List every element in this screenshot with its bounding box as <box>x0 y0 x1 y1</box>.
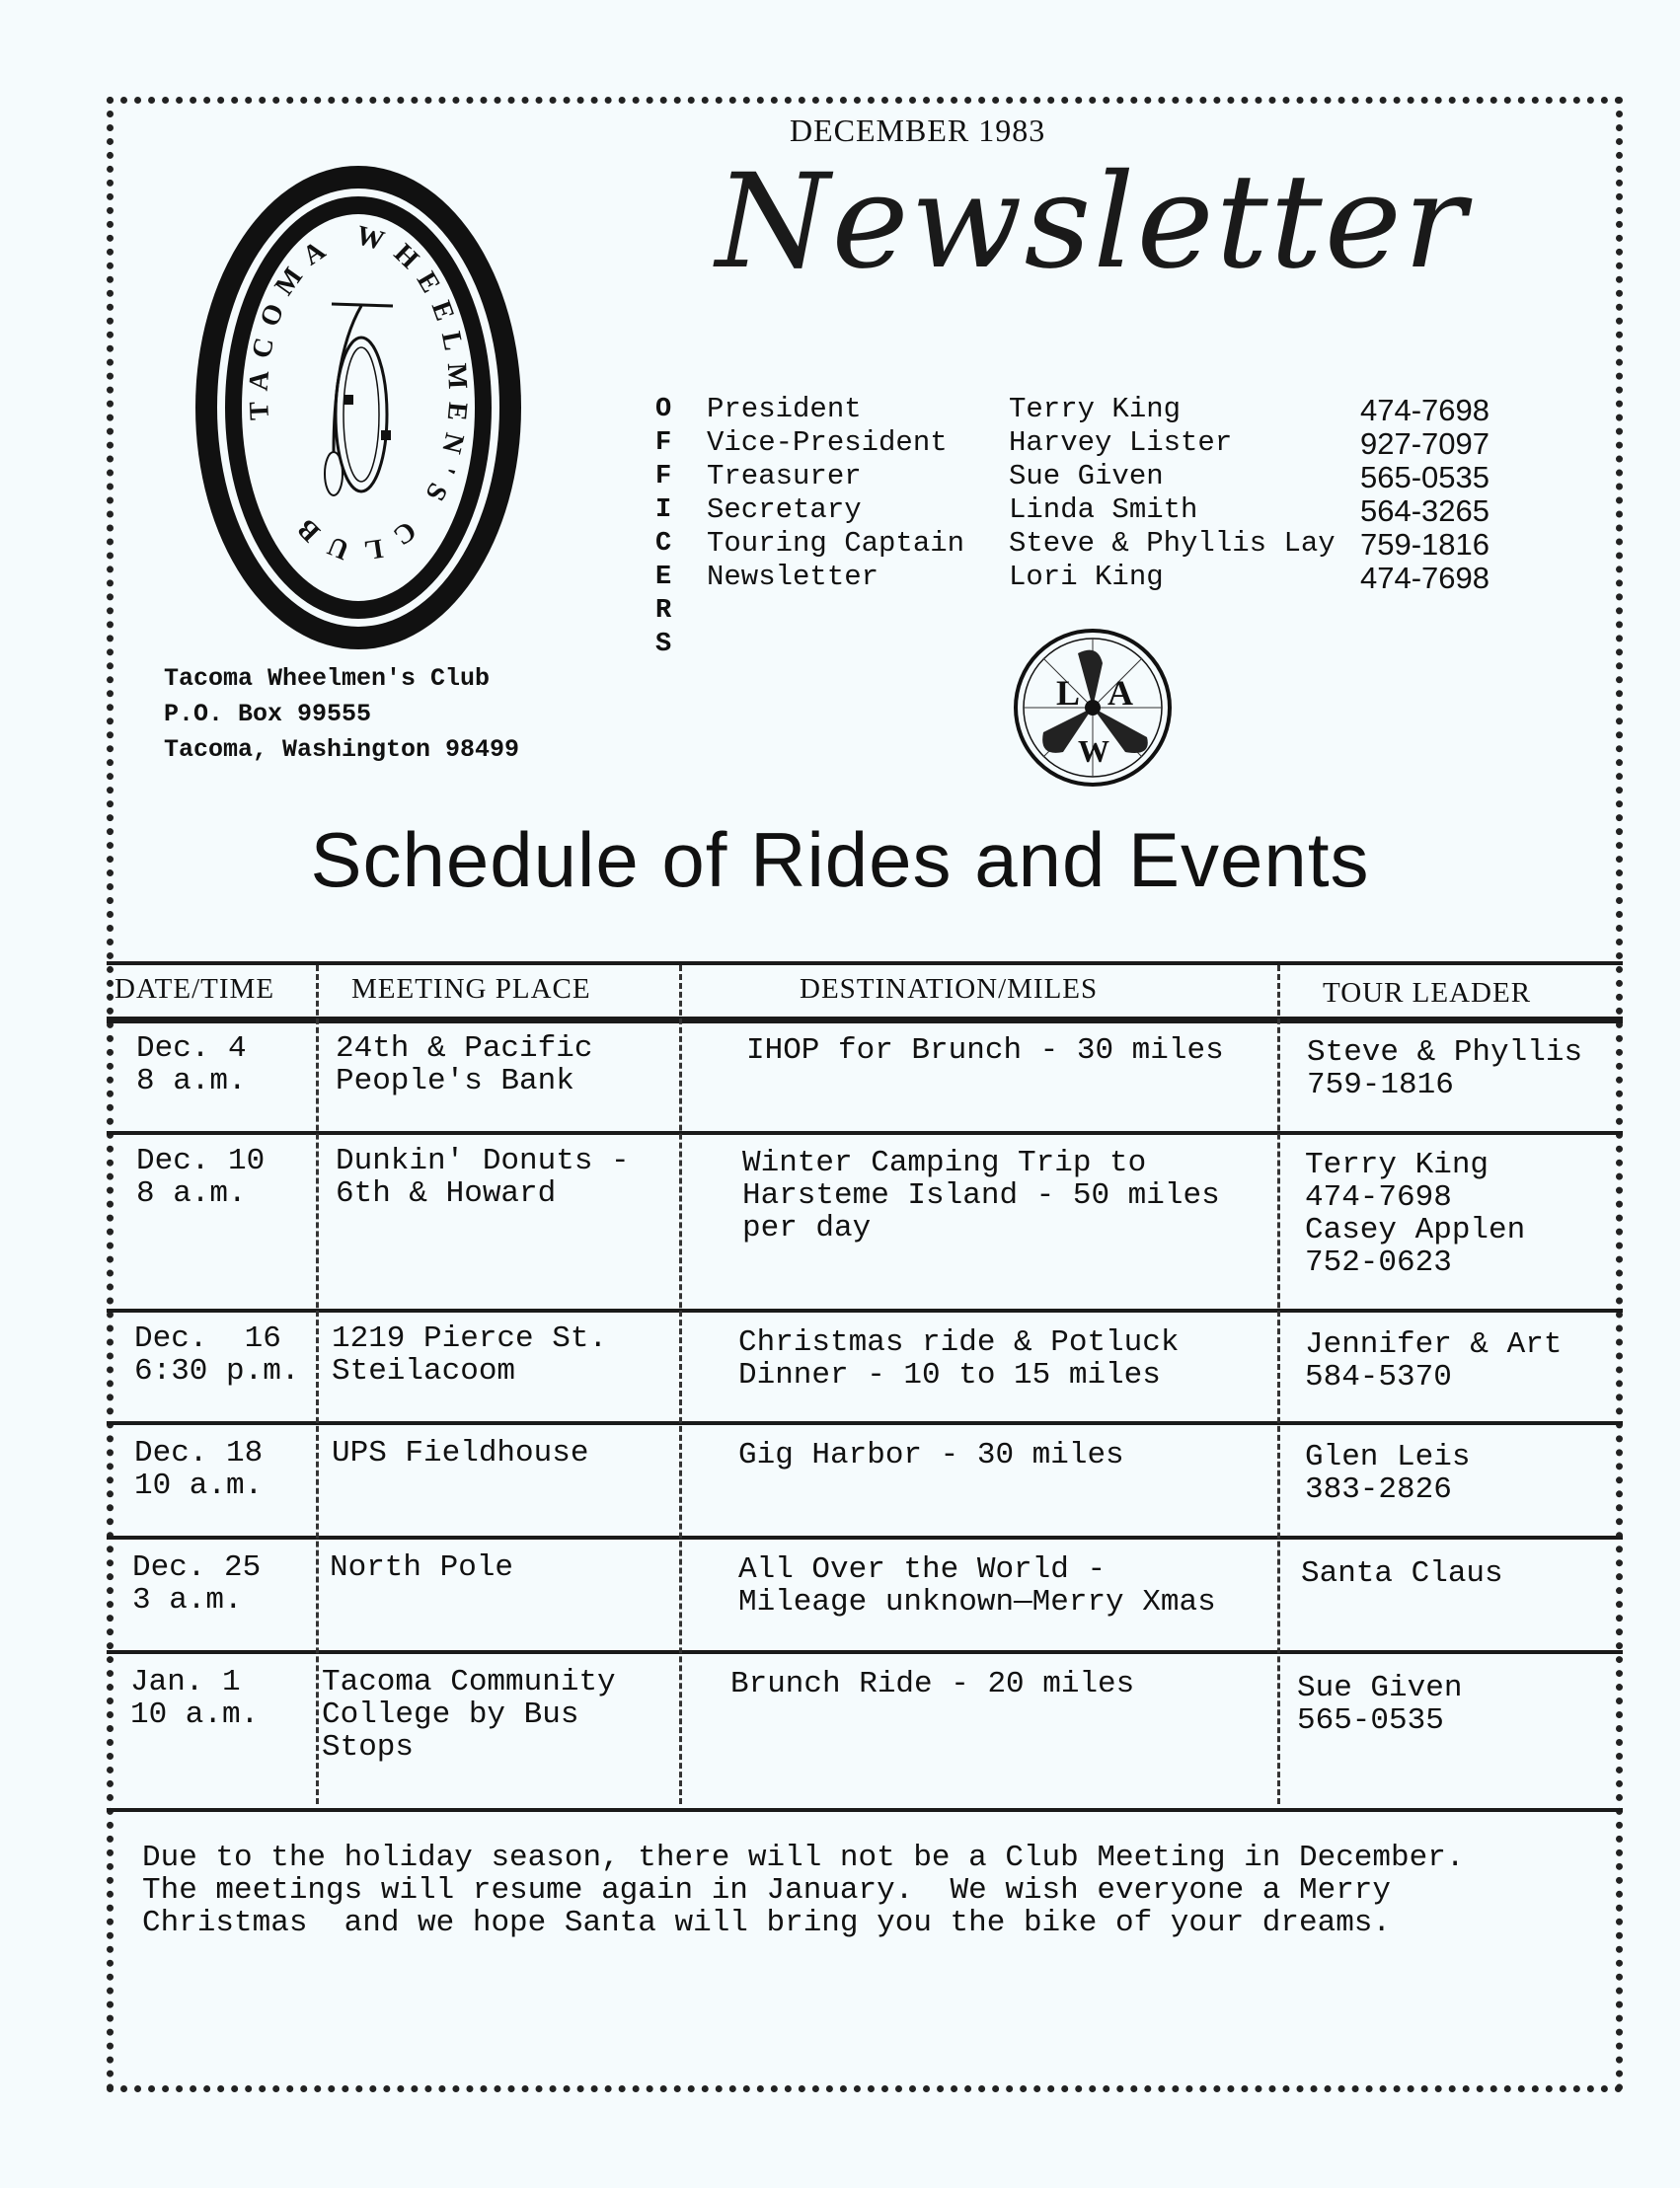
address-line-3: Tacoma, Washington 98499 <box>164 735 520 764</box>
table-rule <box>107 1808 1623 1812</box>
row-place: North Pole <box>330 1550 514 1585</box>
officer-role: Vice-President <box>707 426 948 459</box>
officer-row-treasurer <box>0 460 1680 493</box>
officer-phone: 564-3265 <box>1360 493 1490 528</box>
table-rule <box>107 1309 1623 1313</box>
officer-name: Steve & Phyllis Lay <box>1009 527 1336 560</box>
row-leader: Sue Given 565-0535 <box>1297 1671 1463 1738</box>
officers-letter: S <box>655 630 672 659</box>
officer-name: Harvey Lister <box>1009 426 1233 459</box>
table-rule <box>107 1421 1623 1425</box>
row-destination: Brunch Ride - 20 miles <box>730 1667 1135 1701</box>
officer-phone: 474-7698 <box>1360 393 1490 427</box>
officer-row-newsletter <box>0 561 1680 594</box>
officer-name: Lori King <box>1009 561 1164 593</box>
row-destination: All Over the World - Mileage unknown—Merry Xmas <box>738 1552 1216 1620</box>
table-column-divider <box>679 965 682 1804</box>
officer-role: President <box>707 393 862 425</box>
row-destination: Gig Harbor - 30 miles <box>738 1438 1124 1472</box>
row-date: Jan. 1 10 a.m. <box>130 1665 260 1732</box>
header-date: DATE/TIME <box>115 973 275 1005</box>
row-date: Dec. 10 8 a.m. <box>136 1144 266 1211</box>
officer-role: Newsletter <box>707 561 879 593</box>
row-leader: Steve & Phyllis 759-1816 <box>1307 1035 1583 1102</box>
table-rule <box>107 1131 1623 1135</box>
footer-note: Due to the holiday season, there will not be a Club Meeting in December. The meetings will resume again in January. We wish everyone a Merry Christmas and we hope Santa will bring you the bike of your dreams. <box>142 1841 1465 1940</box>
officers-letter: F <box>655 462 672 491</box>
officer-row-president <box>0 393 1680 426</box>
law-letter-l: L <box>1056 673 1081 713</box>
header-destination: DESTINATION/MILES <box>800 973 1099 1005</box>
table-rule <box>107 1536 1623 1540</box>
table-rule <box>107 961 1623 965</box>
officer-row-vice-president <box>0 426 1680 460</box>
law-logo <box>1009 624 1177 792</box>
officers-letter: E <box>655 563 672 592</box>
officer-name: Linda Smith <box>1009 493 1198 526</box>
logo-ring-text: TACOMA WHEELMEN'S CLUB <box>243 219 474 567</box>
row-place: UPS Fieldhouse <box>332 1436 589 1471</box>
newsletter-title: Newsletter <box>716 146 1468 298</box>
schedule-title: Schedule of Rides and Events <box>310 816 1370 903</box>
row-place: 24th & Pacific People's Bank <box>336 1031 593 1098</box>
officer-role: Treasurer <box>707 460 862 492</box>
club-address <box>164 661 519 768</box>
officer-name: Sue Given <box>1009 460 1164 492</box>
row-leader: Glen Leis 383-2826 <box>1305 1440 1471 1507</box>
table-rule <box>107 1017 1623 1023</box>
officers-letter: F <box>655 428 672 458</box>
officer-name: Terry King <box>1009 393 1182 425</box>
row-destination: Winter Camping Trip to Harsteme Island - 50 miles per day <box>742 1146 1220 1245</box>
table-column-divider <box>1277 965 1280 1804</box>
officers-letter: O <box>655 395 672 424</box>
officer-row-secretary <box>0 493 1680 527</box>
row-date: Dec. 25 3 a.m. <box>132 1550 262 1618</box>
table-column-divider <box>316 965 319 1804</box>
row-date: Dec. 16 6:30 p.m. <box>134 1321 300 1389</box>
row-place: Tacoma Community College by Bus Stops <box>322 1665 616 1765</box>
schedule-table <box>107 961 1623 1812</box>
officer-row-touring-captain <box>0 527 1680 561</box>
row-destination: IHOP for Brunch - 30 miles <box>746 1033 1224 1068</box>
issue-date: DECEMBER 1983 <box>790 113 1046 148</box>
address-line-2: P.O. Box 99555 <box>164 700 372 728</box>
header-place: MEETING PLACE <box>351 973 591 1005</box>
table-rule <box>107 1650 1623 1654</box>
officer-phone: 759-1816 <box>1360 527 1490 562</box>
officers-letter: I <box>655 495 672 525</box>
law-letter-a: A <box>1107 673 1133 713</box>
officer-phone: 565-0535 <box>1360 460 1490 494</box>
law-letter-w: W <box>1078 733 1109 769</box>
row-date: Dec. 4 8 a.m. <box>136 1031 247 1098</box>
row-date: Dec. 18 10 a.m. <box>134 1436 264 1503</box>
officer-phone: 474-7698 <box>1360 561 1490 595</box>
officer-role: Secretary <box>707 493 862 526</box>
row-leader: Terry King 474-7698 Casey Applen 752-0623 <box>1305 1148 1526 1280</box>
row-place: 1219 Pierce St. Steilacoom <box>332 1321 608 1389</box>
officer-phone: 927-7097 <box>1360 426 1490 461</box>
officers-letter: C <box>655 529 672 559</box>
officer-role: Touring Captain <box>707 527 965 560</box>
header-leader: TOUR LEADER <box>1323 977 1532 1009</box>
row-leader: Jennifer & Art 584-5370 <box>1305 1327 1563 1395</box>
row-destination: Christmas ride & Potluck Dinner - 10 to 15 miles <box>738 1325 1180 1393</box>
address-line-1: Tacoma Wheelmen's Club <box>164 664 491 693</box>
row-place: Dunkin' Donuts - 6th & Howard <box>336 1144 630 1211</box>
row-leader: Santa Claus <box>1301 1556 1503 1591</box>
officers-letter: R <box>655 596 672 626</box>
